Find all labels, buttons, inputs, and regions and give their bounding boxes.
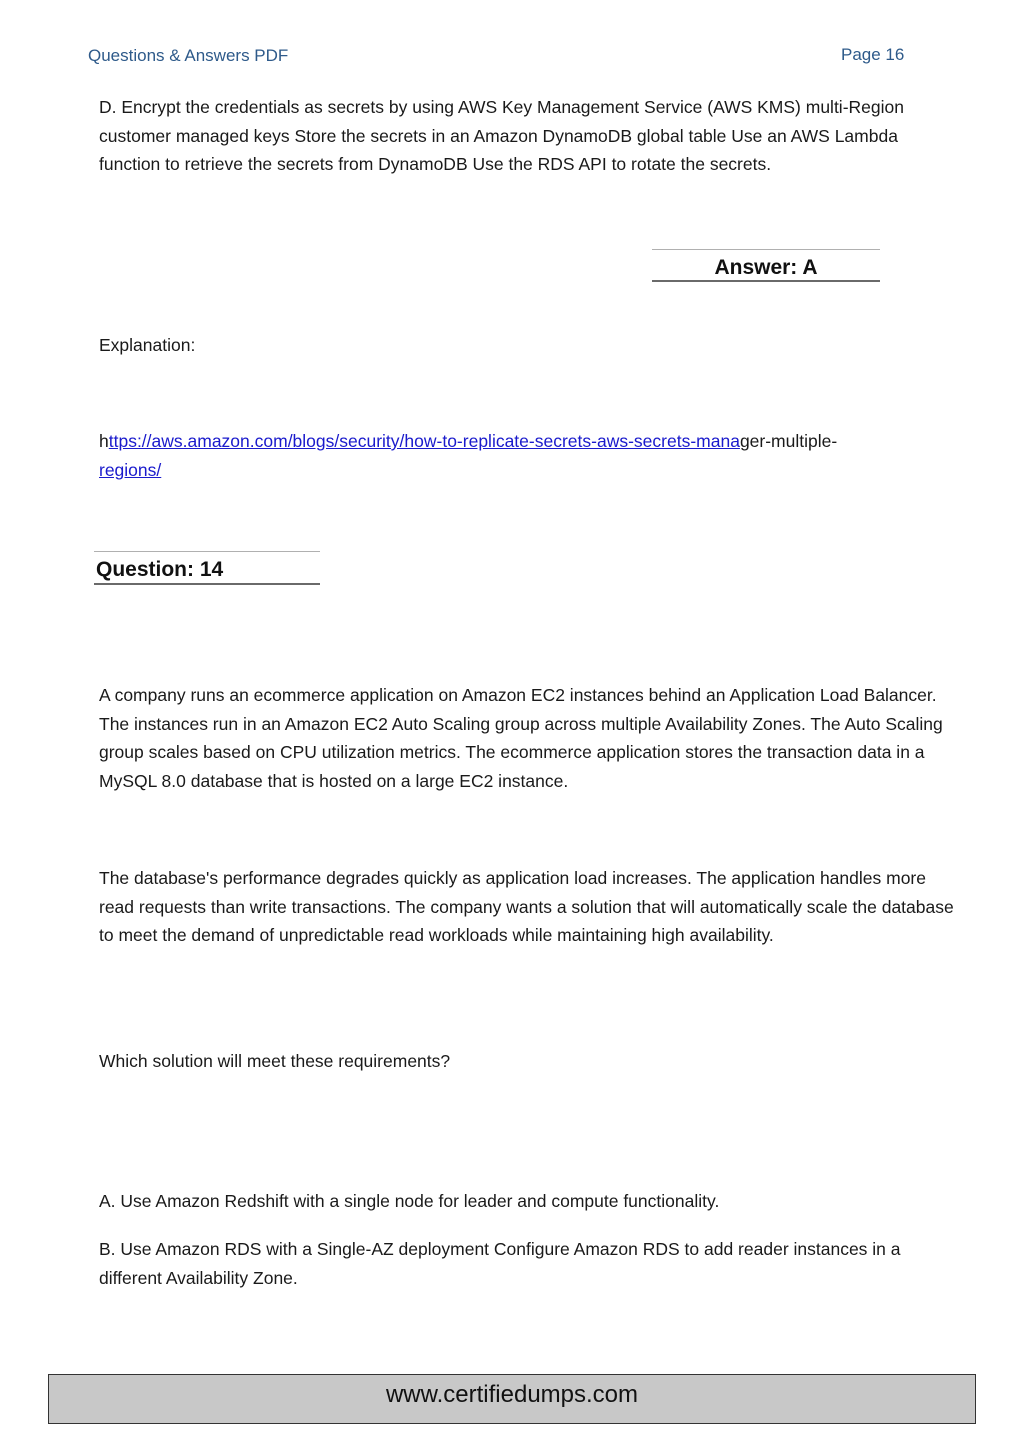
explanation-label: Explanation: [99,335,196,355]
answer-box [652,249,880,282]
footer-banner [48,1374,976,1424]
footer-url: www.certifiedumps.com [385,1381,639,1408]
question-prompt: Which solution will meet these requirements? [99,1051,451,1071]
question-paragraph-2: The database's performance degrades quickly as application load increases. The application handles more read requests than write transactions. The company wants a solution that will automatically scale the database to meet the demand of unpredictable read workloads while maintaining high availability. [99,868,954,946]
link-suffix: ger-multiple- [739,431,838,451]
page-number: Page 16 [841,45,905,64]
option-d-text: D. Encrypt the credentials as secrets by using AWS Key Management Service (AWS KMS) multi-Region customer managed keys Store the secrets in an Amazon DynamoDB global table Use an AWS Lambda function to retrieve the secrets from DynamoDB Use the RDS API to rotate the secrets. [99,97,904,175]
answer-label: Answer: A [714,256,818,279]
link-prefix: h [99,431,109,451]
header-title: Questions & Answers PDF [88,46,289,65]
option-b: B. Use Amazon RDS with a Single-AZ deployment Configure Amazon RDS to add reader instances in a different Availability Zone. [99,1239,901,1288]
reference-link-continued[interactable]: regions/ [99,459,162,480]
question-heading: Question: 14 [96,558,224,581]
reference-link[interactable]: ttps://aws.amazon.com/blogs/security/how-to-replicate-secrets-aws-secrets-mana [108,431,740,451]
option-a: A. Use Amazon Redshift with a single node for leader and compute functionality. [99,1191,720,1211]
reference-link-block [99,427,939,484]
question-heading-box [94,551,320,585]
question-paragraph-1: A company runs an ecommerce application on Amazon EC2 instances behind an Application Load Balancer. The instances run in an Amazon EC2 Auto Scaling group across multiple Availability Zones. The Auto Scaling group scales based on CPU utilization metrics. The ecommerce application stores the transaction data in a MySQL 8.0 database that is hosted on a large EC2 instance. [99,685,943,792]
